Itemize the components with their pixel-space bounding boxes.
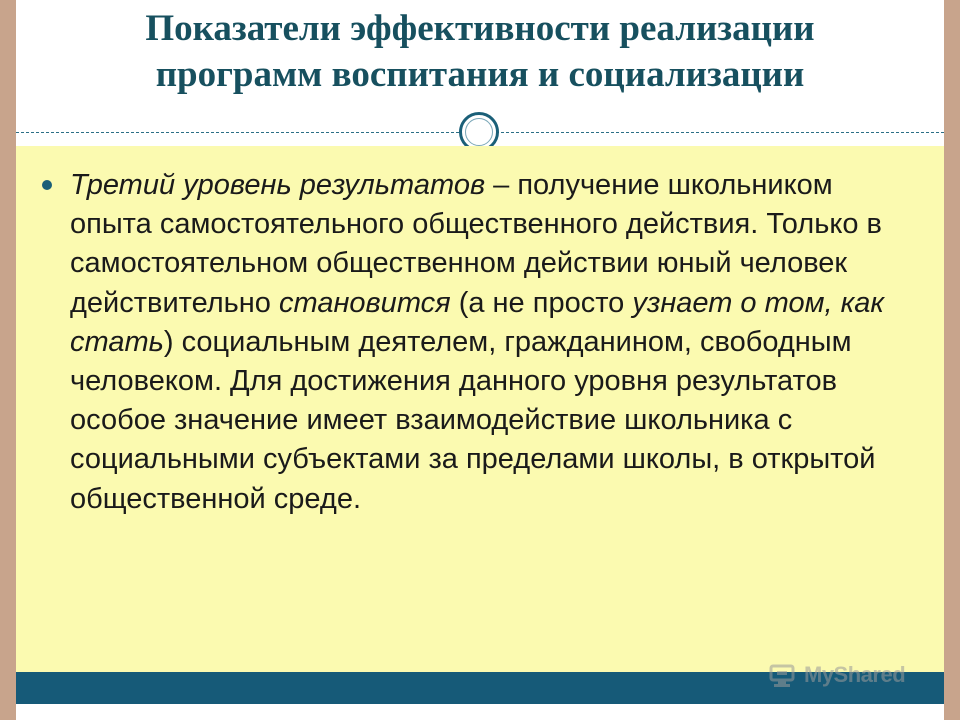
bullet-text [70,166,920,519]
watermark [768,660,905,690]
body-text-part-1: – получение школьником опыта самостоятельного общественного действия. Только в самостоятельном общественном действии юный человек действительно [70,169,882,319]
emphasis-learns-how: узнает о том, как стать [70,286,885,358]
body-text-part-3: ) социальным деятелем, гражданином, свободным человеком. Для достижения данного уровня результатов особое значение имеет взаимодействие школьника с социальными субъектами за пределами школы, в открытой общественной среде. [70,325,876,515]
body-text-part-2: (а не просто [450,286,633,319]
content-area [16,146,944,672]
slide [16,0,944,720]
title-line-2: программ воспитания и социализации [155,54,805,95]
myshared-logo-icon [768,662,798,688]
emphasis-third-level: Третий уровень результатов [70,169,486,201]
emphasis-becomes: становится [279,286,451,319]
watermark-text: MyShared [804,662,906,687]
bullet-icon [42,180,52,190]
slide-title [26,6,934,98]
title-line-1: Показатели эффективности реализации [145,8,815,49]
